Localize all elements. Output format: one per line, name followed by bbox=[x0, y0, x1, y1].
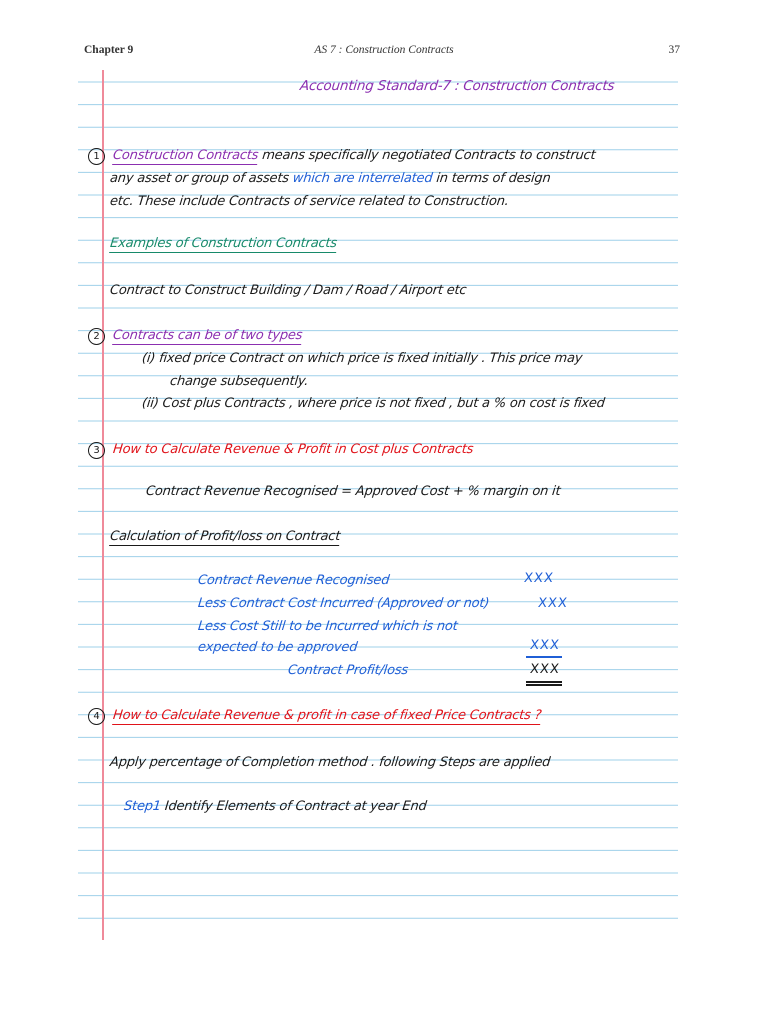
section-number-4: 4 bbox=[88, 708, 105, 725]
step-label: Step1 bbox=[123, 799, 162, 814]
calculation-heading: Calculation of Profit/loss on Contract bbox=[109, 529, 341, 544]
margin-line bbox=[102, 70, 104, 940]
calc-row-label: Less Cost Still to be Incurred which is not bbox=[197, 619, 459, 634]
chapter-title: AS 7 : Construction Contracts bbox=[314, 44, 454, 56]
notes-heading: Accounting Standard-7 : Construction Contracts bbox=[299, 78, 616, 94]
page-number: 37 bbox=[668, 44, 680, 56]
calc-row-value: XXX bbox=[523, 571, 555, 586]
calc-row-value: XXX bbox=[529, 638, 561, 653]
contract-type-2: (ii) Cost plus Contracts , where price is not fixed , but a % on cost is fixed bbox=[141, 396, 606, 411]
revenue-formula: Contract Revenue Recognised = Approved Cost + % margin on it bbox=[145, 484, 562, 499]
calc-total-double-rule-1 bbox=[526, 681, 562, 683]
section-1-line-3: etc. These include Contracts of service related to Construction. bbox=[109, 194, 510, 209]
definition-text: means specifically negotiated Contracts to construct bbox=[261, 148, 597, 163]
calc-total-double-rule-2 bbox=[526, 684, 562, 686]
notebook-page bbox=[78, 70, 678, 940]
section-number-1: 1 bbox=[88, 148, 105, 165]
calc-row-label: Contract Revenue Recognised bbox=[197, 573, 391, 588]
section-2-heading: Contracts can be of two types bbox=[112, 328, 304, 343]
step-text: Identify Elements of Contract at year End bbox=[164, 799, 428, 814]
section-2-heading-line bbox=[87, 328, 303, 345]
section-1-line-1 bbox=[87, 148, 596, 165]
definition-text-2b: which are interrelated bbox=[291, 171, 434, 186]
calc-row-value: XXX bbox=[529, 662, 561, 677]
calc-total-rule bbox=[526, 656, 562, 658]
definition-text-2c: in terms of design bbox=[435, 171, 552, 186]
term-construction-contracts: Construction Contracts bbox=[112, 148, 260, 163]
section-1-line-2 bbox=[109, 171, 551, 186]
contract-type-1-cont: change subsequently. bbox=[169, 374, 310, 389]
step-1-line bbox=[123, 799, 427, 814]
section-3-heading-line bbox=[87, 442, 474, 459]
calc-row-label: Contract Profit/loss bbox=[287, 663, 409, 678]
page-header bbox=[0, 44, 768, 64]
definition-text-2a: any asset or group of assets bbox=[109, 171, 290, 186]
contract-type-1: (i) fixed price Contract on which price is fixed initially . This price may bbox=[141, 351, 584, 366]
section-number-2: 2 bbox=[88, 328, 105, 345]
section-4-heading-line bbox=[87, 708, 542, 725]
chapter-label: Chapter 9 bbox=[84, 44, 134, 56]
examples-line: Contract to Construct Building / Dam / Road / Airport etc bbox=[109, 283, 468, 298]
section-number-3: 3 bbox=[88, 442, 105, 459]
calc-row-value: XXX bbox=[537, 596, 569, 611]
calc-row-label: Less Contract Cost Incurred (Approved or not) bbox=[197, 596, 490, 611]
section-4-heading: How to Calculate Revenue & profit in case of fixed Price Contracts ? bbox=[112, 708, 543, 723]
calc-row-label: expected to be approved bbox=[197, 640, 359, 655]
examples-heading: Examples of Construction Contracts bbox=[109, 236, 338, 251]
section-3-heading: How to Calculate Revenue & Profit in Cost plus Contracts bbox=[112, 442, 475, 457]
completion-method-line: Apply percentage of Completion method . following Steps are applied bbox=[109, 755, 551, 770]
